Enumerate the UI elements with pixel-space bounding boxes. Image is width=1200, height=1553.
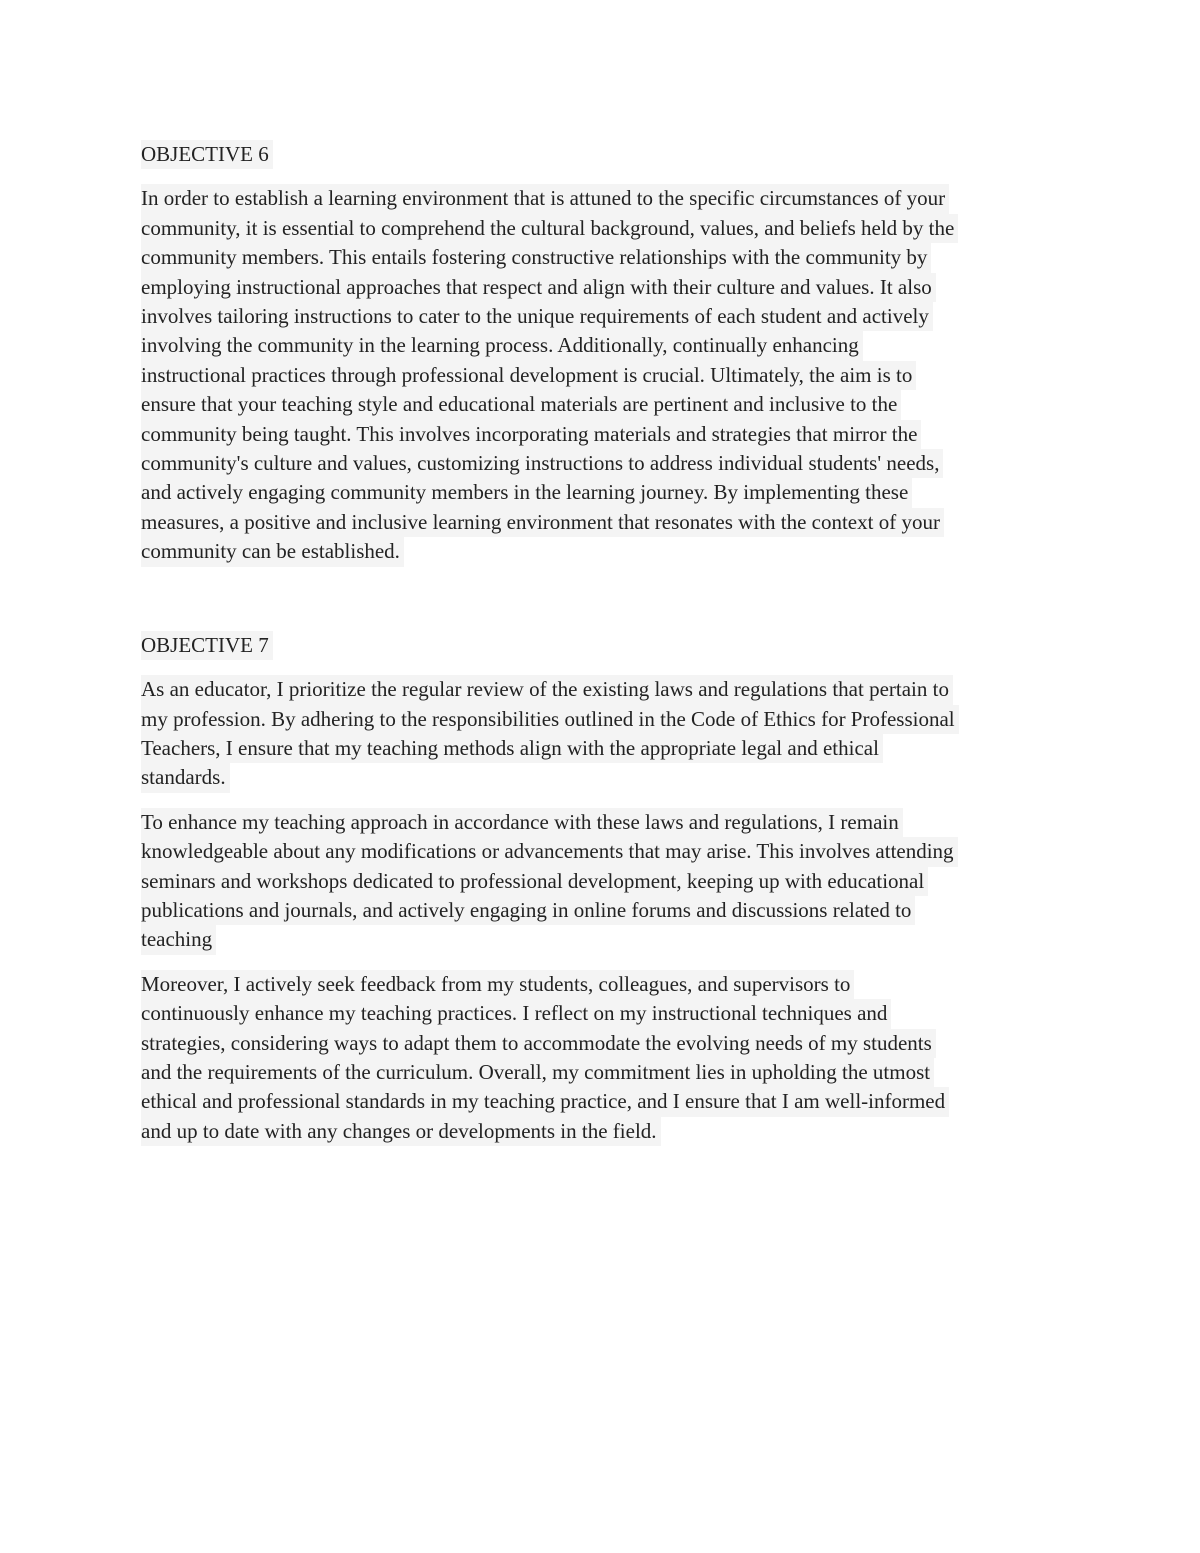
objective-6-heading xyxy=(141,140,1061,169)
text-line: teaching xyxy=(141,925,216,954)
text-line: continuously enhance my teaching practices. I reflect on my instructional techniques and xyxy=(141,999,891,1028)
heading-text: OBJECTIVE 6 xyxy=(141,140,273,169)
text-line: instructional practices through professional development is crucial. Ultimately, the aim is to xyxy=(141,361,916,390)
text-line: employing instructional approaches that respect and align with their culture and values. It also xyxy=(141,273,936,302)
text-line: To enhance my teaching approach in accordance with these laws and regulations, I remain xyxy=(141,808,903,837)
text-line: standards. xyxy=(141,763,230,792)
text-line: ethical and professional standards in my teaching practice, and I ensure that I am well-informed xyxy=(141,1087,949,1116)
text-line: As an educator, I prioritize the regular review of the existing laws and regulations that pertain to xyxy=(141,675,953,704)
text-line: community members. This entails fostering constructive relationships with the community by xyxy=(141,243,931,272)
text-line: my profession. By adhering to the responsibilities outlined in the Code of Ethics for Professional xyxy=(141,705,959,734)
text-line: Teachers, I ensure that my teaching methods align with the appropriate legal and ethical xyxy=(141,734,883,763)
heading-text: OBJECTIVE 7 xyxy=(141,631,273,660)
text-line: strategies, considering ways to adapt them to accommodate the evolving needs of my students xyxy=(141,1029,936,1058)
text-line: and up to date with any changes or developments in the field. xyxy=(141,1117,661,1146)
section-spacer xyxy=(141,582,1061,631)
text-line: community can be established. xyxy=(141,537,404,566)
objective-7-section xyxy=(141,631,1061,1147)
text-line: publications and journals, and actively engaging in online forums and discussions related to xyxy=(141,896,915,925)
text-line: community's culture and values, customizing instructions to address individual students' needs, xyxy=(141,449,943,478)
text-line: and the requirements of the curriculum. Overall, my commitment lies in upholding the utmost xyxy=(141,1058,934,1087)
objective-6-paragraph xyxy=(141,184,1061,566)
text-line: seminars and workshops dedicated to professional development, keeping up with educational xyxy=(141,867,928,896)
text-line: In order to establish a learning environment that is attuned to the specific circumstances of your xyxy=(141,184,949,213)
text-line: community being taught. This involves incorporating materials and strategies that mirror the xyxy=(141,420,921,449)
objective-7-heading xyxy=(141,631,1061,660)
text-line: involving the community in the learning process. Additionally, continually enhancing xyxy=(141,331,863,360)
text-line: ensure that your teaching style and educational materials are pertinent and inclusive to the xyxy=(141,390,901,419)
objective-7-paragraph-1 xyxy=(141,675,1061,793)
objective-7-paragraph-3 xyxy=(141,970,1061,1146)
text-line: knowledgeable about any modifications or advancements that may arise. This involves attending xyxy=(141,837,958,866)
objective-7-paragraph-2 xyxy=(141,808,1061,955)
text-line: community, it is essential to comprehend the cultural background, values, and beliefs held by the xyxy=(141,214,958,243)
text-line: and actively engaging community members in the learning journey. By implementing these xyxy=(141,478,912,507)
text-line: measures, a positive and inclusive learning environment that resonates with the context of your xyxy=(141,508,944,537)
document-page xyxy=(141,140,1061,1161)
objective-6-section xyxy=(141,140,1061,567)
text-line: Moreover, I actively seek feedback from my students, colleagues, and supervisors to xyxy=(141,970,854,999)
text-line: involves tailoring instructions to cater to the unique requirements of each student and actively xyxy=(141,302,933,331)
